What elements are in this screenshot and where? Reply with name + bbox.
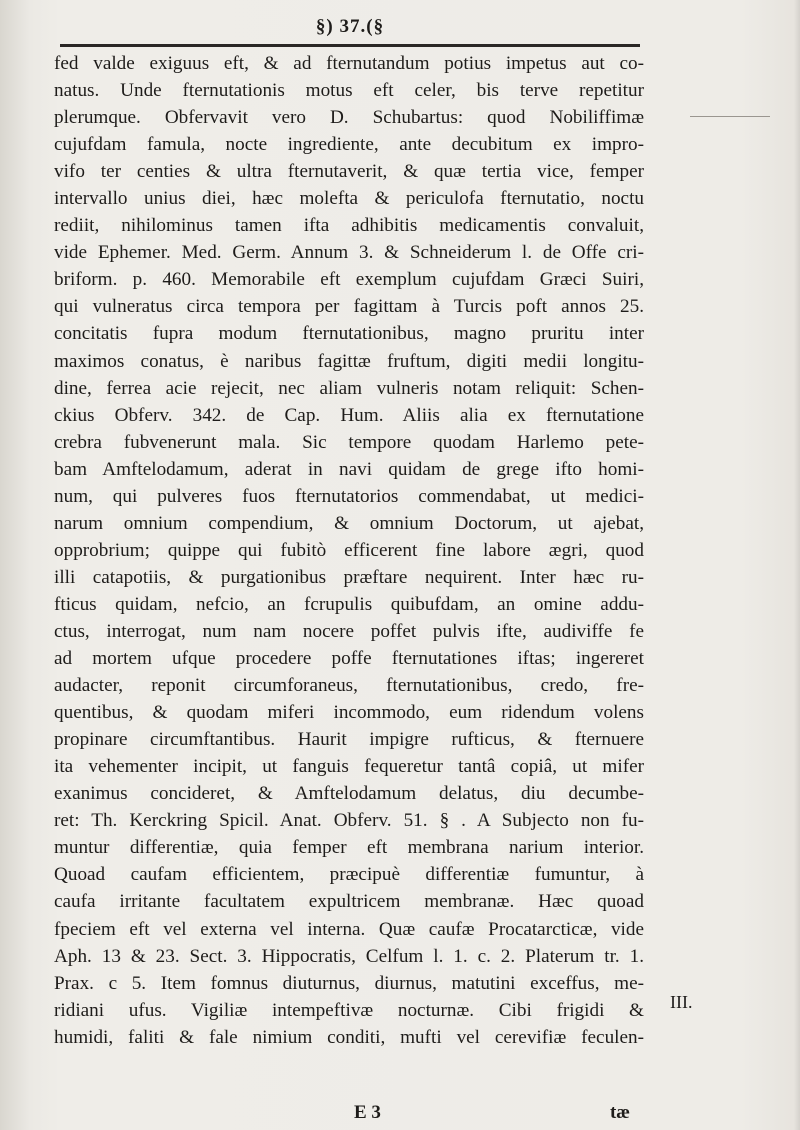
text-line: dine, ferrea acie rejecit, nec aliam vulneris notam reliquit: Schen- (54, 377, 644, 399)
text-line: quentibus, & quodam miferi incommodo, eum ridendum volens (54, 702, 644, 724)
text-line: fpeciem eft vel externa vel interna. Quæ caufæ Procatarcticæ, vide (54, 918, 644, 940)
text-line: concitatis fupra modum fternutationibus, magno pruritu inter (54, 323, 644, 345)
page-footer (54, 1102, 644, 1128)
text-line: ridiani ufus. Vigiliæ intempeftivæ nocturnæ. Cibi frigidi & (54, 999, 644, 1021)
text-line: qui vulneratus circa tempora per fagittam à Turcis poft annos 25. (54, 296, 644, 318)
text-line: rediit, nihilominus tamen ifta adhibitis medicamentis convaluit, (54, 215, 644, 237)
text-line: natus. Unde fternutationis motus eft celer, bis terve repetitur (54, 80, 644, 102)
page-number: §) 37.(§ (315, 16, 385, 37)
text-line: ret: Th. Kerckring Spicil. Anat. Obferv. 51. § . A Subjecto non fu- (54, 810, 644, 832)
body-text (54, 50, 644, 1051)
page-header (60, 14, 640, 50)
text-line: ctus, interrogat, num nam nocere poffet pulvis ifte, audiviffe fe (54, 620, 644, 642)
header-rule (60, 44, 640, 47)
text-line: muntur differentiæ, quia femper eft membrana narium interior. (54, 837, 644, 859)
text-line: num, qui pulveres fuos fternutatorios commendabat, ut medici- (54, 485, 644, 507)
text-line: ita vehementer incipit, ut fanguis fequeretur tantâ copiâ, ut mifer (54, 756, 644, 778)
text-line: maximos conatus, è naribus fagittæ fruftum, digiti medii longitu- (54, 350, 644, 372)
text-line: ckius Obferv. 342. de Cap. Hum. Aliis alia ex fternutatione (54, 404, 644, 426)
text-line: crebra fubvenerunt mala. Sic tempore quodam Harlemo pete- (54, 431, 644, 453)
text-line: plerumque. Obfervavit vero D. Schubartus: quod Nobiliffimæ (54, 107, 644, 129)
signature-mark: E 3 (354, 1102, 381, 1123)
text-line: vifo ter centies & ultra fternutaverit, & quæ tertia vice, femper (54, 161, 644, 183)
margin-stray-mark (690, 116, 770, 117)
text-line: ad mortem ufque procedere poffe fternutationes iftas; ingereret (54, 648, 644, 670)
margin-section-number: III. (670, 992, 693, 1012)
text-line: bam Amftelodamum, aderat in navi quidam de grege ifto homi- (54, 458, 644, 480)
text-line: intervallo unius diei, hæc molefta & periculofa fternutatio, noctu (54, 188, 644, 210)
text-line: Aph. 13 & 23. Sect. 3. Hippocratis, Celfum l. 1. c. 2. Platerum tr. 1. (54, 945, 644, 967)
text-line: caufa irritante facultatem expultricem membranæ. Hæc quoad (54, 891, 644, 913)
text-line: audacter, reponit circumforaneus, fternutationibus, credo, fre- (54, 675, 644, 697)
text-line: propinare circumftantibus. Haurit impigre rufticus, & fternuere (54, 729, 644, 751)
text-line: opprobrium; quippe qui fubitò efficerent fine labore ægri, quod (54, 539, 644, 561)
text-line: narum omnium compendium, & omnium Doctorum, ut ajebat, (54, 512, 644, 534)
page-edge-shadow (794, 0, 800, 1130)
text-line: fed valde exiguus eft, & ad fternutandum potius impetus aut co- (54, 53, 644, 74)
text-line: cujufdam famula, nocte ingrediente, ante decubitum ex impro- (54, 134, 644, 156)
catchword: tæ (609, 1102, 630, 1123)
text-line: humidi, faliti & fale nimium conditi, mufti vel cerevifiæ feculen- (54, 1026, 644, 1048)
text-line: Quoad caufam efficientem, præcipuè differentiæ fumuntur, à (54, 864, 644, 886)
text-line: fticus quidam, nefcio, an fcrupulis quibufdam, an omine addu- (54, 593, 644, 615)
text-line: Prax. c 5. Item fomnus diuturnus, diurnus, matutini exceffus, me- (54, 972, 644, 994)
text-line: illi catapotiis, & purgationibus præftare nequirent. Inter hæc ru- (54, 566, 644, 588)
text-line: vide Ephemer. Med. Germ. Annum 3. & Schneiderum l. de Offe cri- (54, 242, 644, 264)
text-line: briform. p. 460. Memorabile eft exemplum cujufdam Græci Suiri, (54, 269, 644, 291)
text-line: exanimus concideret, & Amftelodamum delatus, diu decumbe- (54, 783, 644, 805)
